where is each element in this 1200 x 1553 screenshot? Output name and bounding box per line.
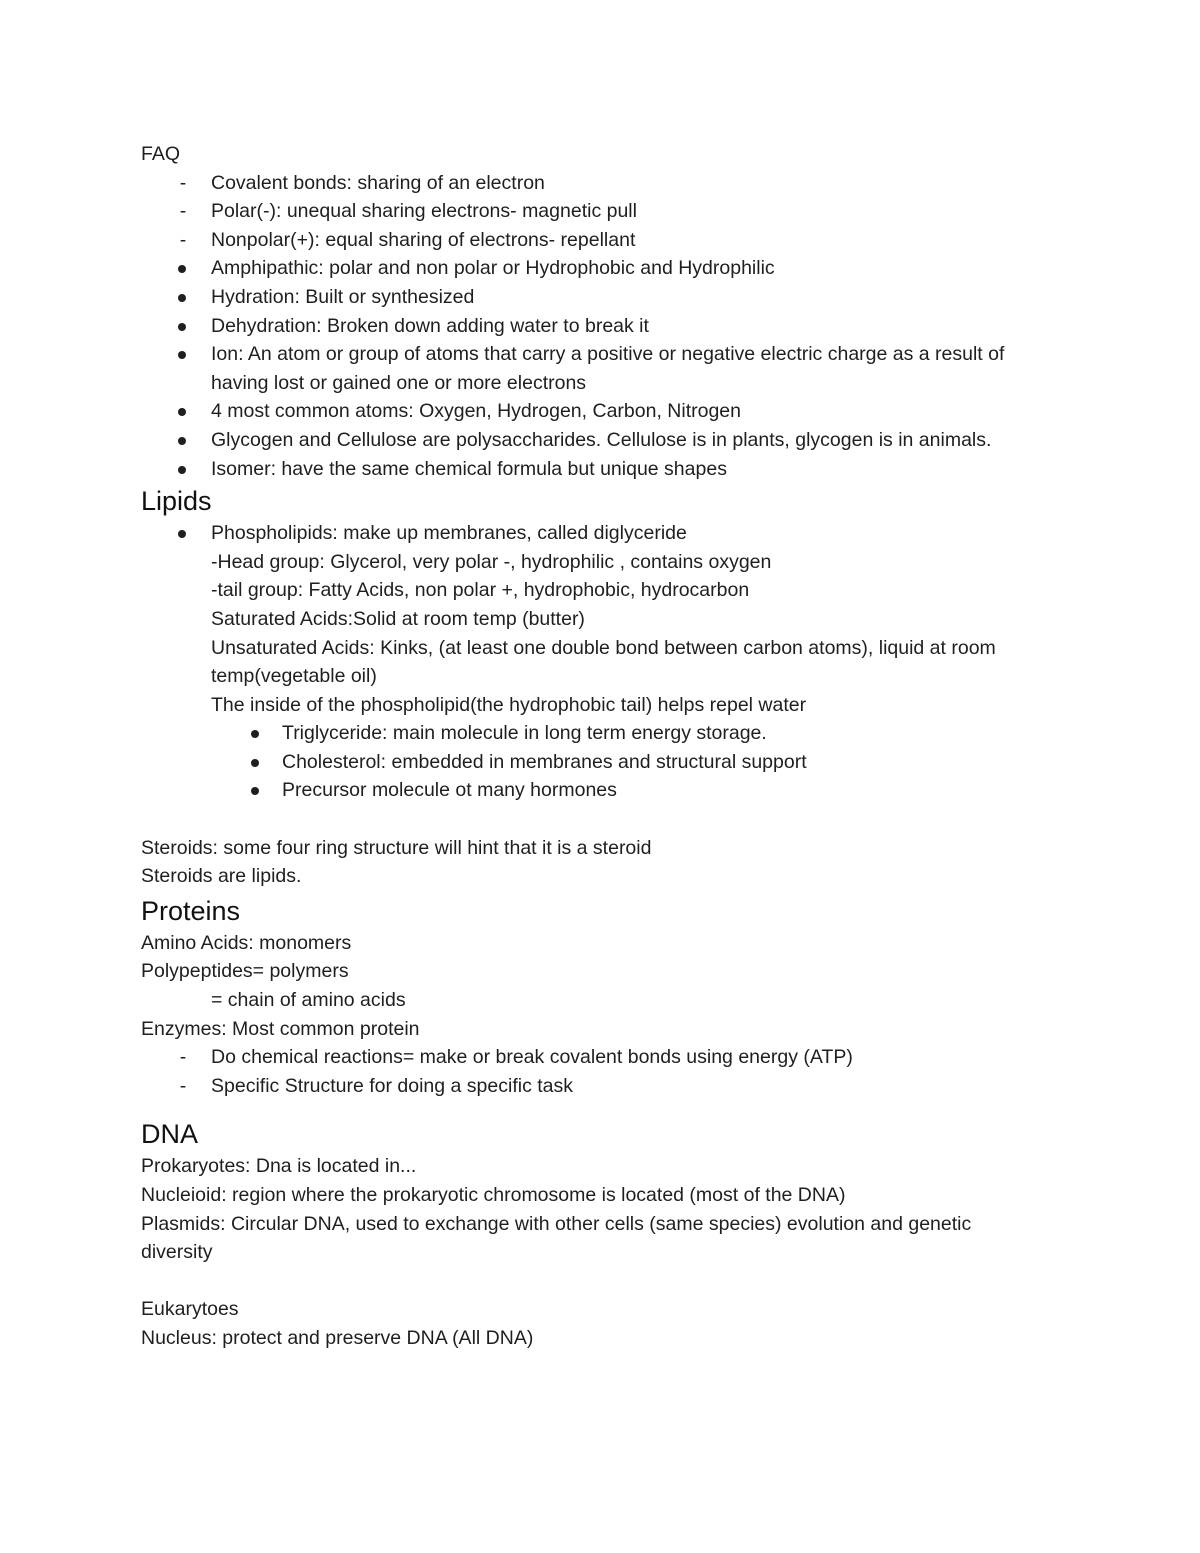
nested-list-item [141, 776, 1041, 805]
list-item-text: Precursor molecule ot many hormones [282, 779, 617, 802]
list-item-text: Phospholipids: make up membranes, called diglyceride [211, 522, 687, 545]
bullet-icon [178, 530, 186, 538]
paragraph-line: Nucleus: protect and preserve DNA (All DNA) [141, 1326, 534, 1349]
list-item [141, 426, 1011, 455]
list-item [141, 197, 1041, 226]
section-heading-proteins: Proteins [141, 895, 241, 926]
dash-marker: - [179, 228, 187, 251]
list-item [141, 312, 1041, 341]
list-item-text: Covalent bonds: sharing of an electron [211, 171, 545, 194]
list-item-text: Specific Structure for doing a specific task [211, 1074, 573, 1097]
list-item [141, 397, 1041, 426]
list-item [141, 1043, 1041, 1072]
spacer [141, 805, 1041, 834]
spacer [141, 1100, 1041, 1114]
paragraph-line: Polypeptides= polymers [141, 960, 349, 983]
list-item-text: Amphipathic: polar and non polar or Hydrophobic and Hydrophilic [211, 257, 775, 280]
list-item [141, 226, 1041, 255]
paragraph-line: Steroids are lipids. [141, 865, 302, 888]
list-item-subline: -Head group: Glycerol, very polar -, hydrophilic , contains oxygen [211, 550, 772, 573]
bullet-icon [251, 787, 259, 795]
dash-marker: - [179, 200, 187, 223]
paragraph-line: Steroids: some four ring structure will hint that it is a steroid [141, 836, 652, 859]
list-item [141, 283, 1041, 312]
bullet-icon [251, 759, 259, 767]
list-item-subline: Saturated Acids:Solid at room temp (butter) [211, 607, 585, 630]
bullet-icon [178, 294, 186, 302]
list-item-subline: The inside of the phospholipid(the hydrophobic tail) helps repel water [211, 693, 807, 716]
dash-marker: - [179, 1046, 187, 1069]
list-item [141, 254, 1041, 283]
list-item-text: Polar(-): unequal sharing electrons- magnetic pull [211, 200, 637, 223]
section-heading-dna: DNA [141, 1119, 199, 1150]
bullet-icon [251, 730, 259, 738]
paragraph-line: Plasmids: Circular DNA, used to exchange with other cells (same species) evolution and genetic diversity [141, 1212, 972, 1264]
nested-list-item [141, 748, 1041, 777]
dash-marker: - [179, 1074, 187, 1097]
document-page [141, 140, 1041, 1353]
list-item-text: Ion: An atom or group of atoms that carry a positive or negative electric charge as a result of having lost or gained one or more electrons [211, 343, 1005, 394]
paragraph-line: Prokaryotes: Dna is located in... [141, 1155, 417, 1178]
list-item-subline: Unsaturated Acids: Kinks, (at least one double bond between carbon atoms), liquid at room temp(vegetable oil) [211, 636, 996, 688]
paragraph-line: = chain of amino acids [211, 989, 406, 1012]
list-item-text: Isomer: have the same chemical formula but unique shapes [211, 457, 727, 480]
list-item [141, 455, 1041, 484]
nested-list-item [141, 719, 1041, 748]
list-item-text: Dehydration: Broken down adding water to break it [211, 314, 649, 337]
list-item-subline: -tail group: Fatty Acids, non polar +, hydrophobic, hydrocarbon [211, 579, 750, 602]
paragraph-line: Enzymes: Most common protein [141, 1017, 420, 1040]
dash-marker: - [179, 171, 187, 194]
section-heading-lipids: Lipids [141, 486, 212, 517]
list-item-text: 4 most common atoms: Oxygen, Hydrogen, Carbon, Nitrogen [211, 400, 741, 423]
faq-title: FAQ [141, 143, 181, 165]
bullet-icon [178, 408, 186, 416]
bullet-icon [178, 351, 186, 359]
bullet-icon [178, 323, 186, 331]
list-item-text: Do chemical reactions= make or break covalent bonds using energy (ATP) [211, 1046, 853, 1069]
list-item-text: Triglyceride: main molecule in long term energy storage. [282, 722, 767, 745]
paragraph-line: Eukarytoes [141, 1298, 239, 1321]
list-item-text: Cholesterol: embedded in membranes and structural support [282, 750, 807, 773]
list-item [141, 169, 1041, 198]
list-item-text: Glycogen and Cellulose are polysaccharides. Cellulose is in plants, glycogen is in animals. [211, 428, 992, 451]
paragraph-line: Nucleioid: region where the prokaryotic chromosome is located (most of the DNA) [141, 1184, 846, 1206]
list-item [141, 1072, 1041, 1101]
spacer [141, 1267, 1041, 1296]
bullet-icon [178, 437, 186, 445]
bullet-icon [178, 466, 186, 474]
list-item [141, 340, 1011, 397]
list-item-text: Nonpolar(+): equal sharing of electrons- repellant [211, 228, 636, 251]
list-item-text: Hydration: Built or synthesized [211, 285, 475, 308]
bullet-icon [178, 265, 186, 273]
list-item [141, 519, 1041, 548]
paragraph-line: Amino Acids: monomers [141, 931, 352, 954]
